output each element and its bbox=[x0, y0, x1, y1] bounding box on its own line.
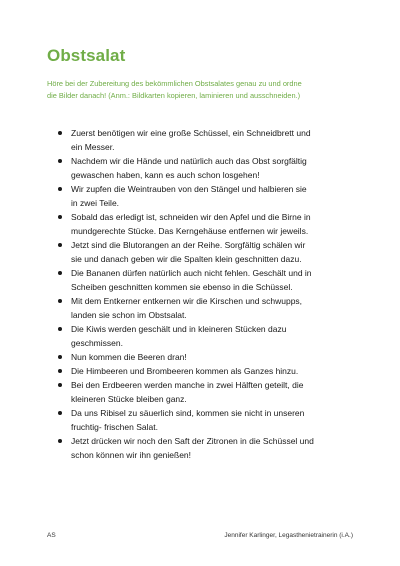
bullet-icon bbox=[58, 243, 62, 247]
step-line: fruchtig- frischen Salat. bbox=[71, 422, 158, 432]
intro-line: Höre bei der Zubereitung des bekömmlichen Obstsalates genau zu und ordne bbox=[47, 79, 302, 88]
bullet-icon bbox=[58, 159, 62, 163]
step-line: Wir zupfen die Weintrauben von den Stängel und halbieren sie bbox=[71, 184, 307, 194]
list-item bbox=[58, 210, 364, 238]
list-item bbox=[58, 154, 364, 182]
step-line: Nachdem wir die Hände und natürlich auch das Obst sorgfältig bbox=[71, 156, 307, 166]
step-line: Nun kommen die Beeren dran! bbox=[71, 352, 187, 362]
step-line: Scheiben geschnitten kommen sie ebenso in die Schüssel. bbox=[71, 282, 293, 292]
list-item bbox=[58, 434, 364, 462]
list-item bbox=[58, 322, 364, 350]
footer-left-text: AS bbox=[47, 532, 56, 539]
bullet-icon bbox=[58, 271, 62, 275]
list-item bbox=[58, 364, 364, 378]
bullet-icon bbox=[58, 327, 62, 331]
bullet-icon bbox=[58, 131, 62, 135]
step-line: Die Bananen dürfen natürlich auch nicht fehlen. Geschält und in bbox=[71, 268, 312, 278]
step-line: mundgerechte Stücke. Das Kerngehäuse entfernen wir jeweils. bbox=[71, 226, 309, 236]
bullet-icon bbox=[58, 369, 62, 373]
step-line: Die Kiwis werden geschält und in kleineren Stücken dazu bbox=[71, 324, 287, 334]
step-line: geschmissen. bbox=[71, 338, 123, 348]
footer-author: Jennifer Karlinger, Legasthenietrainerin (i.A.) bbox=[224, 532, 353, 539]
bullet-icon bbox=[58, 355, 62, 359]
intro-instruction bbox=[47, 78, 367, 102]
bullet-icon bbox=[58, 215, 62, 219]
list-item bbox=[58, 182, 364, 210]
step-line: Die Himbeeren und Brombeeren kommen als Ganzes hinzu. bbox=[71, 366, 299, 376]
bullet-icon bbox=[58, 383, 62, 387]
bullet-icon bbox=[58, 187, 62, 191]
step-line: Mit dem Entkerner entkernen wir die Kirschen und schwupps, bbox=[71, 296, 303, 306]
bullet-icon bbox=[58, 439, 62, 443]
step-line: Bei den Erdbeeren werden manche in zwei Hälften geteilt, die bbox=[71, 380, 304, 390]
list-item bbox=[58, 350, 364, 364]
step-line: ein Messer. bbox=[71, 142, 115, 152]
step-line: in zwei Teile. bbox=[71, 198, 120, 208]
step-line: schon können wir ihn genießen! bbox=[71, 450, 192, 460]
bullet-icon bbox=[58, 299, 62, 303]
list-item bbox=[58, 238, 364, 266]
steps-list bbox=[58, 126, 364, 462]
step-line: kleineren Stücke bleiben ganz. bbox=[71, 394, 187, 404]
step-line: Sobald das erledigt ist, schneiden wir den Apfel und die Birne in bbox=[71, 212, 311, 222]
list-item bbox=[58, 406, 364, 434]
intro-line: die Bilder danach! (Anm.: Bildkarten kopieren, laminieren und ausschneiden.) bbox=[47, 91, 301, 100]
list-item bbox=[58, 378, 364, 406]
page-title: Obstsalat bbox=[47, 46, 126, 65]
list-item bbox=[58, 294, 364, 322]
list-item bbox=[58, 266, 364, 294]
step-line: landen sie schon im Obstsalat. bbox=[71, 310, 187, 320]
step-line: gewaschen haben, kann es auch schon losgehen! bbox=[71, 170, 260, 180]
bullet-icon bbox=[58, 411, 62, 415]
step-line: Da uns Ribisel zu säuerlich sind, kommen sie nicht in unseren bbox=[71, 408, 305, 418]
step-line: Jetzt sind die Blutorangen an der Reihe. Sorgfältig schälen wir bbox=[71, 240, 306, 250]
list-item bbox=[58, 126, 364, 154]
step-line: Zuerst benötigen wir eine große Schüssel, ein Schneidbrett und bbox=[71, 128, 311, 138]
step-line: sie und danach geben wir die Spalten klein geschnitten dazu. bbox=[71, 254, 302, 264]
step-line: Jetzt drücken wir noch den Saft der Zitronen in die Schüssel und bbox=[71, 436, 314, 446]
